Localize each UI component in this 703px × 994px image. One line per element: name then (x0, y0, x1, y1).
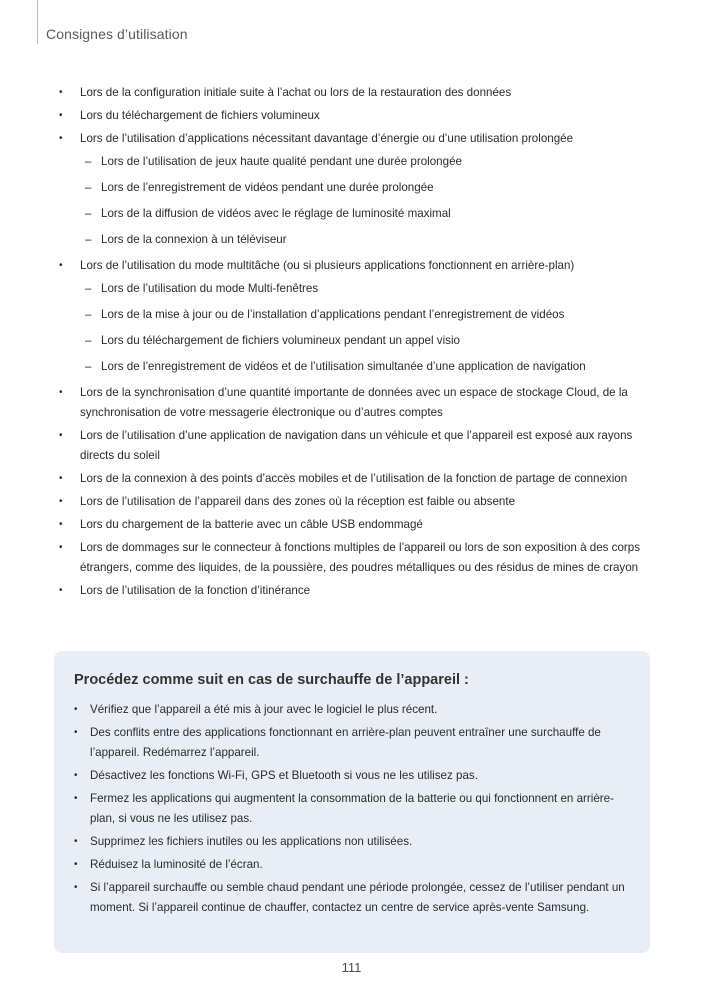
list-item (56, 129, 656, 149)
bullet-marker: • (59, 430, 63, 441)
list-item (56, 426, 656, 466)
section-title: Consignes d’utilisation (46, 26, 188, 42)
sub-list-item (56, 178, 656, 198)
list-item-text: Lors de l’utilisation d’applications nécessitant davantage d’énergie ou d’une utilisation prolongée (80, 132, 574, 145)
list-item-text: Lors de l’enregistrement de vidéos pendant une durée prolongée (101, 181, 434, 194)
tip-text: Des conflits entre des applications fonctionnant en arrière-plan peuvent entraîner une surchauffe de l’appareil. Redémarrez l’appareil. (90, 726, 601, 759)
sub-list-item (56, 152, 656, 172)
tip-text: Désactivez les fonctions Wi-Fi, GPS et Bluetooth si vous ne les utilisez pas. (90, 769, 478, 782)
sub-list-item (56, 279, 656, 299)
situations-list (56, 83, 656, 604)
tip-item (74, 789, 630, 829)
page-number: 111 (341, 960, 362, 975)
list-item-text: Lors de l’utilisation de jeux haute qualité pendant une durée prolongée (101, 155, 462, 168)
dash-marker: – (85, 282, 92, 295)
dash-marker: – (85, 360, 92, 373)
dash-marker: – (85, 155, 92, 168)
sub-list-item (56, 204, 656, 224)
sub-list-item (56, 357, 656, 377)
bullet-marker: • (59, 585, 63, 596)
list-item-text: Lors de l’utilisation du mode multitâche (ou si plusieurs applications fonctionnent en arrière-plan) (80, 259, 575, 272)
dash-marker: – (85, 181, 92, 194)
tips-heading: Procédez comme suit en cas de surchauffe de l’appareil : (74, 672, 469, 688)
bullet-marker: • (74, 727, 78, 738)
sub-list-item (56, 305, 656, 325)
bullet-marker: • (59, 473, 63, 484)
bullet-marker: • (59, 87, 63, 98)
bullet-marker: • (74, 793, 78, 804)
list-item-text: Lors de la mise à jour ou de l’installation d’applications pendant l’enregistrement de vidéos (101, 308, 565, 321)
list-item-text: Lors de l’utilisation du mode Multi-fenêtres (101, 282, 319, 295)
bullet-marker: • (59, 133, 63, 144)
list-item-text: Lors du téléchargement de fichiers volumineux (80, 109, 320, 122)
tip-text: Fermez les applications qui augmentent la consommation de la batterie ou qui fonctionnent en arrière-plan, si vous ne les utilisez pas. (90, 792, 614, 825)
bullet-marker: • (74, 770, 78, 781)
sub-list-item (56, 230, 656, 250)
list-item-text: Lors du téléchargement de fichiers volumineux pendant un appel visio (101, 334, 460, 347)
list-item (56, 515, 656, 535)
tip-text: Vérifiez que l’appareil a été mis à jour avec le logiciel le plus récent. (90, 703, 438, 716)
list-item-text: Lors de la synchronisation d’une quantité importante de données avec un espace de stockage Cloud, de la synchronisation de votre messagerie électronique ou d’autres comptes (80, 386, 628, 419)
list-item-text: Lors de l’utilisation d’une application de navigation dans un véhicule et que l’appareil est exposé aux rayons directs du soleil (80, 429, 633, 462)
bullet-marker: • (59, 387, 63, 398)
dash-marker: – (85, 334, 92, 347)
list-item-text: Lors de l’enregistrement de vidéos et de l’utilisation simultanée d’une application de navigation (101, 360, 586, 373)
dash-marker: – (85, 308, 92, 321)
tip-item (74, 700, 630, 720)
list-item-text: Lors de la connexion à un téléviseur (101, 233, 287, 246)
list-item (56, 383, 656, 423)
bullet-marker: • (74, 836, 78, 847)
list-item (56, 83, 656, 103)
tip-item (74, 723, 630, 763)
list-item-text: Lors de l’utilisation de la fonction d’itinérance (80, 584, 311, 597)
bullet-marker: • (59, 519, 63, 530)
bullet-marker: • (59, 260, 63, 271)
tip-item (74, 855, 630, 875)
bullet-marker: • (74, 704, 78, 715)
list-item (56, 106, 656, 126)
list-item-text: Lors de dommages sur le connecteur à fonctions multiples de l’appareil ou lors de son exposition à des corps étrangers, comme des liquides, de la poussière, des poudres métalliques ou des résidus de mines de crayon (80, 541, 641, 574)
list-item (56, 581, 656, 601)
list-item-text: Lors de l’utilisation de l’appareil dans des zones où la réception est faible ou absente (80, 495, 516, 508)
list-item (56, 538, 656, 578)
list-item-text: Lors du chargement de la batterie avec un câble USB endommagé (80, 518, 423, 531)
bullet-marker: • (74, 882, 78, 893)
tip-text: Supprimez les fichiers inutiles ou les applications non utilisées. (90, 835, 413, 848)
list-item-text: Lors de la diffusion de vidéos avec le réglage de luminosité maximal (101, 207, 451, 220)
sub-list-item (56, 331, 656, 351)
list-item (56, 469, 656, 489)
tip-item (74, 832, 630, 852)
dash-marker: – (85, 233, 92, 246)
list-item-text: Lors de la connexion à des points d’accès mobiles et de l’utilisation de la fonction de partage de connexion (80, 472, 628, 485)
dash-marker: – (85, 207, 92, 220)
list-item-text: Lors de la configuration initiale suite à l’achat ou lors de la restauration des données (80, 86, 512, 99)
tip-text: Réduisez la luminosité de l’écran. (90, 858, 263, 871)
header-divider (37, 0, 38, 44)
tips-list (74, 700, 630, 918)
bullet-marker: • (59, 542, 63, 553)
list-item (56, 256, 656, 276)
list-item (56, 492, 656, 512)
overheating-tips-box (54, 651, 650, 953)
tip-text: Si l’appareil surchauffe ou semble chaud pendant une période prolongée, cessez de l’utiliser pendant un moment. Si l’appareil continue de chauffer, contactez un centre de service après-vente Samsung. (90, 881, 625, 914)
bullet-marker: • (59, 496, 63, 507)
bullet-marker: • (59, 110, 63, 121)
bullet-marker: • (74, 859, 78, 870)
tip-item (74, 766, 630, 786)
tip-item (74, 878, 630, 918)
